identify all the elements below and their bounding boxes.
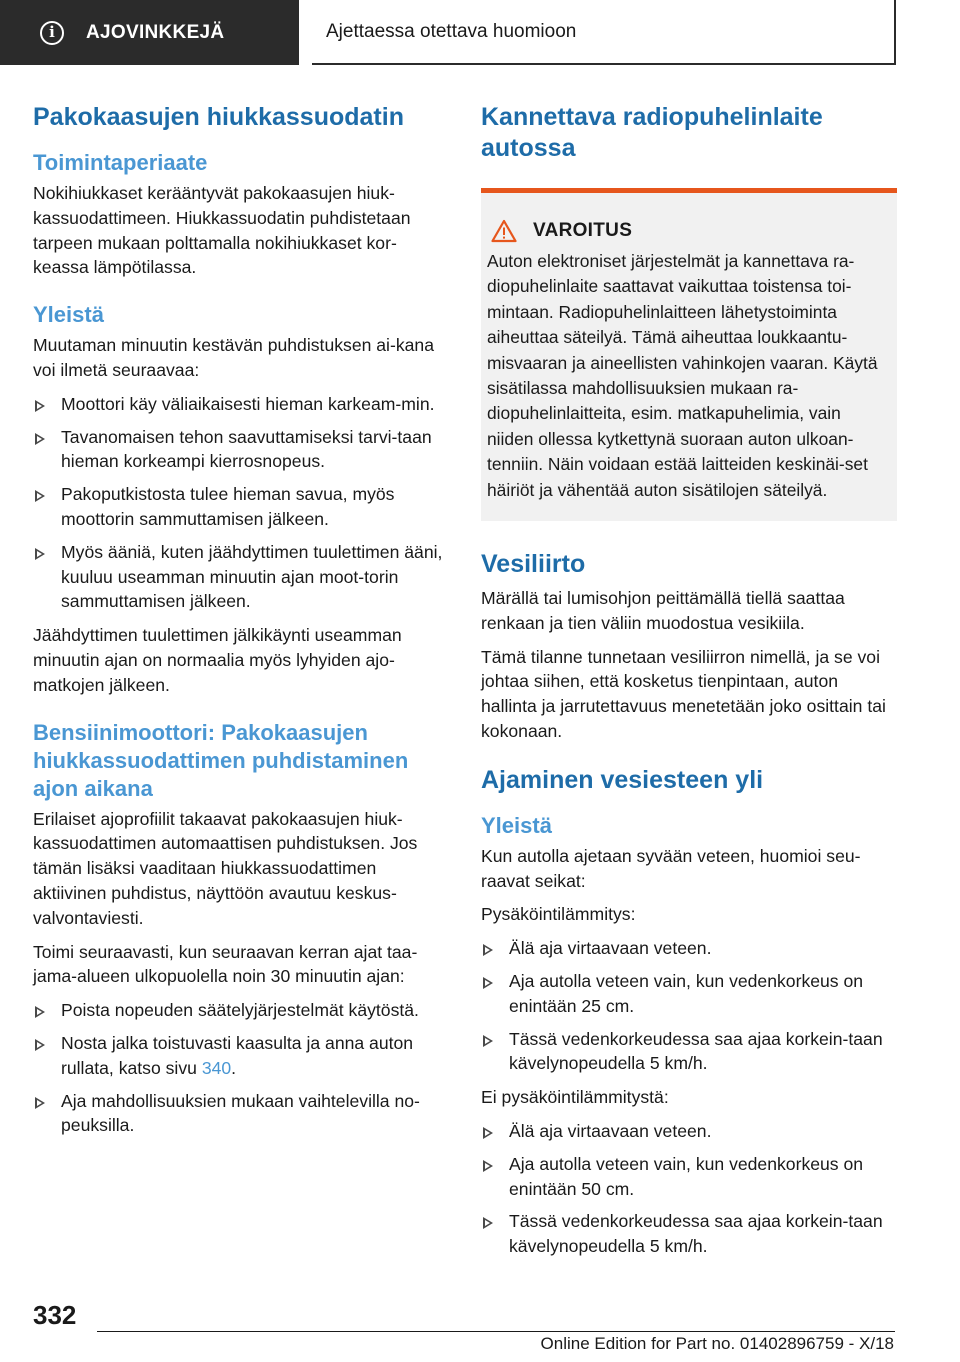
paragraph: Nokihiukkaset kerääntyvät pakokaasujen hiuk-kassuodattimeen. Hiukkassuodatin puhdistetaan tarpeen mukaan polttamalla nokihiukkaset kor-keassa lämpötilassa. [33, 183, 411, 278]
list-item: Pakoputkistosta tulee hieman savua, myös moottorin sammuttamisen jälkeen. [33, 482, 449, 532]
list-item: Myös ääniä, kuten jäähdyttimen tuulettimen ääni, kuuluu useamman minuutin ajan moot-torin sammuttamisen jälkeen. [33, 540, 449, 614]
bullet-list [481, 1119, 897, 1259]
footer-divider [97, 1331, 895, 1332]
heading-aquaplaning: Vesiliirto [481, 550, 586, 579]
list-item: Moottori käy väliaikaisesti hieman karkeam-min. [33, 392, 449, 417]
paragraph: Tämä tilanne tunnetaan vesiliirron nimellä, ja se voi johtaa siihen, että kosketus tienpintaan, auton hallinta ja jarrutettavuus menetetään joko osittain tai kokonaan. [481, 646, 886, 742]
heading-particle-filter: Pakokaasujen hiukkassuodatin [33, 103, 404, 131]
footer-edition: Online Edition for Part no. 01402896759 - X/18 [540, 1334, 894, 1353]
triangle-bullet-icon [35, 1097, 45, 1109]
left-column [33, 102, 449, 1147]
triangle-bullet-icon [483, 1160, 493, 1172]
list-item: Tässä vedenkorkeudessa saa ajaa korkein-taan kävelynopeudella 5 km/h. [481, 1209, 897, 1259]
triangle-bullet-icon [483, 1217, 493, 1229]
paragraph: Pysäköintilämmitys: [481, 904, 636, 925]
paragraph: Muutaman minuutin kestävän puhdistuksen ai-kana voi ilmetä seuraavaa: [33, 335, 434, 380]
subheading-general: Yleistä [481, 812, 552, 838]
info-icon: i [40, 21, 64, 45]
paragraph: Erilaiset ajoprofiilit takaavat pakokaasujen hiuk-kassuodattimen automaattisen puhdistuksen. Jos tämän lisäksi vaaditaan hiukkassuodattimen aktiivinen puhdistus, näyttöön avautuu keskus-valvontaviesti. [33, 808, 418, 928]
bullet-list [481, 936, 897, 1076]
list-item: Aja autolla veteen vain, kun vedenkorkeus on enintään 25 cm. [481, 969, 897, 1019]
bullet-list [33, 392, 449, 614]
triangle-bullet-icon [483, 977, 493, 989]
header-section-tab [0, 0, 299, 65]
list-item: Poista nopeuden säätelyjärjestelmät käytöstä. [33, 998, 449, 1023]
bullet-list [33, 998, 449, 1138]
triangle-bullet-icon [35, 1006, 45, 1018]
right-column [481, 102, 897, 1268]
list-item: Älä aja virtaavaan veteen. [481, 1119, 897, 1144]
section-label: AJOVINKKEJÄ [86, 21, 225, 43]
warning-title: VAROITUS [533, 220, 633, 241]
paragraph: Toimi seuraavasti, kun seuraavan kerran ajat taa-jama-alueen ulkopuolella noin 30 minuutin ajan: [33, 941, 418, 987]
subheading-principle: Toimintaperiaate [33, 150, 208, 175]
triangle-bullet-icon [35, 548, 45, 560]
header-title-box [312, 0, 896, 65]
triangle-bullet-icon [35, 433, 45, 445]
paragraph: Kun autolla ajetaan syvään veteen, huomioi seu-raavat seikat: [481, 845, 861, 891]
triangle-bullet-icon [35, 490, 45, 502]
triangle-bullet-icon [483, 1035, 493, 1047]
warning-triangle-icon [491, 219, 517, 243]
triangle-bullet-icon [35, 1039, 45, 1051]
list-item: Älä aja virtaavaan veteen. [481, 936, 897, 961]
page-number: 332 [33, 1300, 77, 1330]
paragraph: Ei pysäköintilämmitystä: [481, 1087, 669, 1108]
triangle-bullet-icon [483, 944, 493, 956]
subheading-petrol-cleaning: Bensiinimoottori: Pakokaasujen hiukkassuodattimen puhdistaminen ajon aikana [33, 719, 409, 801]
warning-text: Auton elektroniset järjestelmät ja kannettava ra-diopuhelinlaite saattavat vaikuttaa toistensa toi-mintaan. Radiopuhelinlaitteen lähetystoiminta aiheuttaa säteilyä. Tämä aiheuttaa loukkaantu-misvaaran ja aineellisten vahinkojen vaaran. Käytä sisätilassa mahdollisuuksien mukaan ra-diopuhelinlaitteita, esim. matkapuhelimia, vain niiden ollessa kytkettynä suoraan auton ulkoan-tenniin. Näin voidaan estää laitteiden keskinäi-set häiriöt ja vähentää auton sisätilojen säteilyä. [487, 251, 878, 500]
subheading-general: Yleistä [33, 302, 104, 328]
list-item: Tavanomaisen tehon saavuttamiseksi tarvi-taan hieman korkeampi kierrosnopeus. [33, 425, 449, 475]
paragraph: Jäähdyttimen tuulettimen jälkikäynti useamman minuutin ajan on normaalia myös lyhyiden ajo-matkojen jälkeen. [33, 625, 402, 695]
triangle-bullet-icon [35, 400, 45, 412]
page-link-340[interactable]: 340 [201, 1057, 232, 1078]
list-item: Aja autolla veteen vain, kun vedenkorkeus on enintään 50 cm. [481, 1152, 897, 1202]
list-item: Nosta jalka toistuvasti kaasulta ja anna auton rullata, katso sivu 340. [33, 1031, 449, 1081]
paragraph: Märällä tai lumisohjon peittämällä tiellä saattaa renkaan ja tien väliin muodostua vesikiila. [481, 588, 845, 633]
heading-radio-device: Kannettava radiopuhelinlaite autossa [481, 103, 823, 162]
list-item: Tässä vedenkorkeudessa saa ajaa korkein-taan kävelynopeudella 5 km/h. [481, 1027, 897, 1077]
chapter-title: Ajettaessa otettava huomioon [326, 20, 577, 42]
warning-box [481, 188, 897, 521]
list-item: Aja mahdollisuuksien mukaan vaihtelevilla no-peuksilla. [33, 1089, 449, 1139]
warning-header [487, 219, 889, 243]
heading-water-crossing: Ajaminen vesiesteen yli [481, 765, 764, 794]
triangle-bullet-icon [483, 1127, 493, 1139]
